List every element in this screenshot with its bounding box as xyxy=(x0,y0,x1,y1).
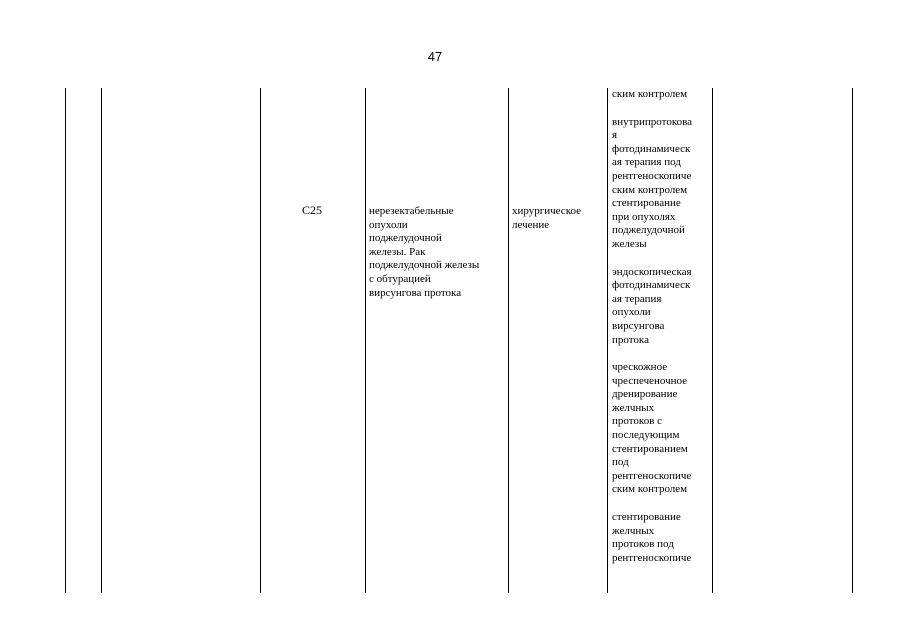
treatment-type-cell: хирургическое лечение xyxy=(512,205,582,231)
column-divider xyxy=(101,88,102,593)
page-number: 47 xyxy=(427,49,443,64)
table-border-left xyxy=(65,88,66,593)
method-item: ским контролем xyxy=(612,88,688,100)
method-item: чрескожное чреспеченочное дренирование желчных протоков с последующим стентированием под рентгеноскопиче ским контролем xyxy=(612,361,692,496)
icd-code-cell: C25 xyxy=(302,203,323,217)
table-border-right xyxy=(852,88,853,593)
method-item: внутрипротокова я фотодинамическ ая терапия под рентгеноскопиче ским контролем стентирование при опухолях поджелудочной железы xyxy=(612,115,693,250)
column-divider xyxy=(607,88,608,593)
method-item: эндоскопическая фотодинамическ ая терапия опухоли вирсунгова протока xyxy=(612,265,692,346)
column-divider xyxy=(365,88,366,593)
diagnosis-cell: нерезектабельные опухоли поджелудочной железы. Рак поджелудочной железы с обтурацией вирсунгова протока xyxy=(369,205,480,299)
method-item: стентирование желчных протоков под рентгеноскопиче xyxy=(612,511,692,564)
column-divider xyxy=(508,88,509,593)
column-divider xyxy=(260,88,261,593)
treatment-methods-cell xyxy=(612,88,712,579)
column-divider xyxy=(712,88,713,593)
